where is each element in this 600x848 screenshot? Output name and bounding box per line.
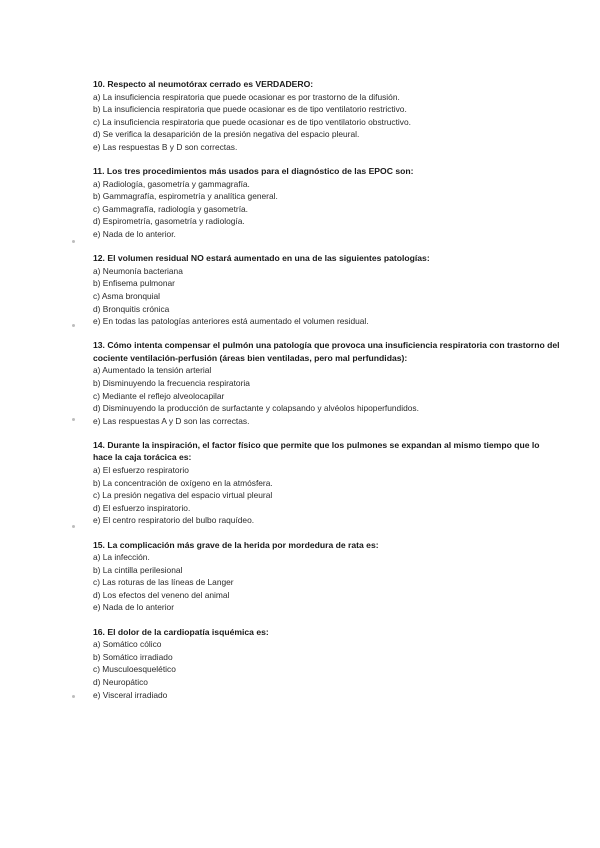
answer-option: a) El esfuerzo respiratorio [93, 465, 189, 476]
question-block [93, 78, 560, 154]
question-title: 10. Respecto al neumotórax cerrado es VERDADERO: [93, 79, 314, 89]
answer-option: d) Espirometría, gasometría y radiología. [93, 216, 245, 227]
answer-option: b) Somático irradiado [93, 651, 173, 662]
answer-option: d) Se verifica la desaparición de la presión negativa del espacio pleural. [93, 129, 360, 140]
margin-mark [72, 240, 75, 243]
question-title: 15. La complicación más grave de la herida por mordedura de rata es: [93, 539, 379, 550]
answer-option: d) El esfuerzo inspiratorio. [93, 502, 191, 513]
question-block [93, 165, 560, 241]
answer-option: d) Bronquitis crónica [93, 303, 170, 314]
question-block [93, 626, 560, 702]
answer-option: c) Asma bronquial [93, 290, 161, 301]
answer-option: b) Disminuyendo la frecuencia respiratoria [93, 377, 250, 388]
answer-option: e) Las respuestas B y D son correctas. [93, 141, 238, 152]
answer-option: a) Radiología, gasometría y gammagrafía. [93, 178, 250, 189]
answer-option: b) La cintilla perilesional [93, 564, 183, 575]
question-title: 14. Durante la inspiración, el factor físico que permite que los pulmones se expandan al mismo tiempo que lo hace la caja torácica es: [93, 439, 540, 463]
answer-option: e) Nada de lo anterior. [93, 229, 176, 240]
question-title: 12. El volumen residual NO estará aumentado en una de las siguientes patologías: [93, 253, 430, 264]
answer-option: e) En todas las patologías anteriores está aumentado el volumen residual. [93, 316, 369, 327]
answer-options [93, 91, 560, 154]
answer-option: d) Neuropático [93, 676, 148, 687]
answer-option: a) La infección. [93, 552, 150, 563]
question-block [93, 252, 560, 328]
question-block [93, 439, 560, 527]
answer-option: b) La concentración de oxígeno en la atmósfera. [93, 477, 273, 488]
question-title: 16. El dolor de la cardiopatía isquémica es: [93, 626, 269, 637]
answer-options [93, 178, 560, 241]
answer-option: c) La presión negativa del espacio virtual pleural [93, 490, 273, 501]
answer-options [93, 464, 560, 527]
answer-option: b) Gammagrafía, espirometría y analítica general. [93, 191, 278, 202]
answer-options [93, 265, 560, 328]
question-title: 11. Los tres procedimientos más usados para el diagnóstico de las EPOC son: [93, 166, 414, 177]
margin-mark [72, 525, 75, 528]
answer-option: e) Visceral irradiado [93, 689, 168, 700]
answer-option: d) Disminuyendo la producción de surfactante y colapsando y alvéolos hipoperfundidos. [93, 403, 419, 414]
question-block [93, 539, 560, 615]
answer-option: c) Las roturas de las líneas de Langer [93, 577, 234, 588]
answer-option: c) Gammagrafía, radiología y gasometría. [93, 203, 249, 214]
margin-mark [72, 324, 75, 327]
answer-option: c) La insuficiencia respiratoria que puede ocasionar es de tipo ventilatorio obstructivo. [93, 116, 411, 127]
answer-options [93, 364, 560, 427]
margin-mark [72, 418, 75, 421]
answer-options [93, 638, 560, 701]
answer-option: e) El centro respiratorio del bulbo raquídeo. [93, 515, 255, 526]
answer-option: a) La insuficiencia respiratoria que puede ocasionar es por trastorno de la difusión. [93, 91, 400, 102]
answer-option: a) Somático cólico [93, 639, 162, 650]
margin-mark [72, 695, 75, 698]
answer-options [93, 551, 560, 614]
answer-option: b) La insuficiencia respiratoria que puede ocasionar es de tipo ventilatorio restrictivo. [93, 104, 407, 115]
answer-option: c) Mediante el reflejo alveolocapilar [93, 390, 225, 401]
answer-option: e) Las respuestas A y D son las correctas. [93, 415, 250, 426]
answer-option: b) Enfisema pulmonar [93, 278, 175, 289]
answer-option: d) Los efectos del veneno del animal [93, 589, 230, 600]
answer-option: a) Neumonía bacteriana [93, 265, 183, 276]
question-title: 13. Cómo intenta compensar el pulmón una patología que provoca una insuficiencia respiratoria con trastorno del cociente ventilación-perfusión (áreas bien ventiladas, pero mal perfundidas): [93, 340, 560, 363]
answer-option: c) Musculoesquelético [93, 664, 176, 675]
answer-option: a) Aumentado la tensión arterial [93, 365, 212, 376]
question-block [93, 339, 560, 427]
answer-option: e) Nada de lo anterior [93, 602, 175, 613]
question-list [93, 78, 560, 701]
